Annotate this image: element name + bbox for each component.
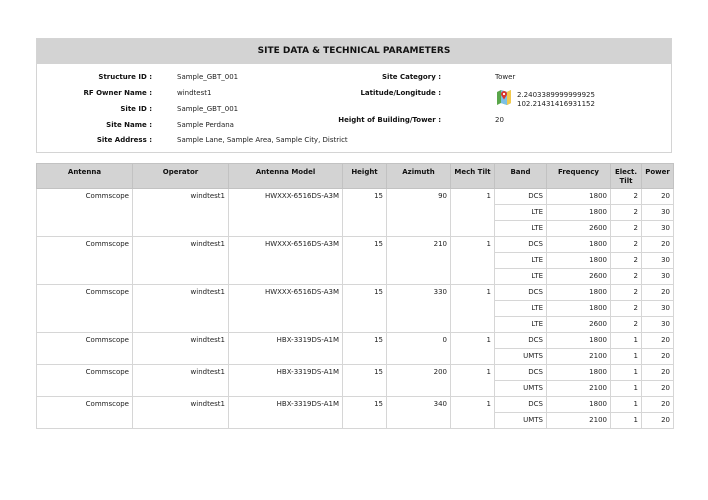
height-cell: 15 bbox=[343, 285, 387, 333]
height-value: 20 bbox=[495, 116, 504, 124]
power-cell: 30 bbox=[642, 221, 674, 237]
band-cell: LTE bbox=[495, 301, 547, 317]
mech-tilt-cell: 1 bbox=[451, 397, 495, 429]
frequency-cell: 1800 bbox=[547, 285, 611, 301]
antenna-cell: Commscope bbox=[37, 189, 133, 237]
power-cell: 20 bbox=[642, 285, 674, 301]
col-header: Height bbox=[343, 164, 387, 189]
frequency-cell: 1800 bbox=[547, 253, 611, 269]
operator-cell: windtest1 bbox=[133, 285, 229, 333]
band-cell: DCS bbox=[495, 237, 547, 253]
elect-tilt-cell: 2 bbox=[611, 253, 642, 269]
elect-tilt-cell: 1 bbox=[611, 333, 642, 349]
antenna-table-body bbox=[37, 189, 674, 429]
band-cell: DCS bbox=[495, 189, 547, 205]
azimuth-cell: 210 bbox=[387, 237, 451, 285]
band-cell: DCS bbox=[495, 285, 547, 301]
site-name-value: Sample Perdana bbox=[177, 121, 234, 129]
frequency-cell: 2600 bbox=[547, 221, 611, 237]
col-header: Frequency bbox=[547, 164, 611, 189]
col-header: Antenna bbox=[37, 164, 133, 189]
frequency-cell: 1800 bbox=[547, 237, 611, 253]
power-cell: 20 bbox=[642, 397, 674, 413]
antenna-model-cell: HBX-3319DS-A1M bbox=[229, 365, 343, 397]
site-address-value: Sample Lane, Sample Area, Sample City, District bbox=[177, 136, 348, 144]
power-cell: 30 bbox=[642, 269, 674, 285]
antenna-cell: Commscope bbox=[37, 397, 133, 429]
band-cell: UMTS bbox=[495, 381, 547, 397]
power-cell: 20 bbox=[642, 365, 674, 381]
elect-tilt-cell: 1 bbox=[611, 349, 642, 365]
col-header: Operator bbox=[133, 164, 229, 189]
elect-tilt-cell: 2 bbox=[611, 221, 642, 237]
mech-tilt-cell: 1 bbox=[451, 333, 495, 365]
band-cell: LTE bbox=[495, 205, 547, 221]
power-cell: 30 bbox=[642, 253, 674, 269]
rf-owner-value: windtest1 bbox=[177, 89, 212, 97]
mech-tilt-cell: 1 bbox=[451, 365, 495, 397]
band-cell: DCS bbox=[495, 365, 547, 381]
frequency-cell: 2100 bbox=[547, 349, 611, 365]
map-icon[interactable] bbox=[497, 89, 511, 105]
band-cell: LTE bbox=[495, 221, 547, 237]
azimuth-cell: 330 bbox=[387, 285, 451, 333]
band-cell: UMTS bbox=[495, 413, 547, 429]
power-cell: 20 bbox=[642, 349, 674, 365]
frequency-cell: 1800 bbox=[547, 189, 611, 205]
table-row bbox=[37, 189, 674, 205]
col-header: Antenna Model bbox=[229, 164, 343, 189]
azimuth-cell: 340 bbox=[387, 397, 451, 429]
longitude-value: 102.21431416931152 bbox=[517, 100, 595, 108]
frequency-cell: 1800 bbox=[547, 205, 611, 221]
elect-tilt-cell: 2 bbox=[611, 189, 642, 205]
table-row bbox=[37, 365, 674, 381]
elect-tilt-cell: 1 bbox=[611, 365, 642, 381]
power-cell: 30 bbox=[642, 301, 674, 317]
structure-id-value: Sample_GBT_001 bbox=[177, 73, 239, 81]
antenna-cell: Commscope bbox=[37, 365, 133, 397]
antenna-cell: Commscope bbox=[37, 333, 133, 365]
elect-tilt-cell: 2 bbox=[611, 301, 642, 317]
frequency-cell: 2600 bbox=[547, 317, 611, 333]
antenna-cell: Commscope bbox=[37, 237, 133, 285]
elect-tilt-cell: 2 bbox=[611, 317, 642, 333]
col-header: Band bbox=[495, 164, 547, 189]
power-cell: 20 bbox=[642, 381, 674, 397]
height-cell: 15 bbox=[343, 333, 387, 365]
frequency-cell: 1800 bbox=[547, 333, 611, 349]
height-cell: 15 bbox=[343, 397, 387, 429]
elect-tilt-cell: 2 bbox=[611, 205, 642, 221]
site-data-panel bbox=[36, 38, 672, 153]
height-label: Height of Building/Tower : bbox=[338, 116, 441, 124]
height-cell: 15 bbox=[343, 237, 387, 285]
structure-id-label: Structure ID : bbox=[98, 73, 152, 81]
antenna-model-cell: HBX-3319DS-A1M bbox=[229, 333, 343, 365]
elect-tilt-cell: 1 bbox=[611, 413, 642, 429]
operator-cell: windtest1 bbox=[133, 397, 229, 429]
operator-cell: windtest1 bbox=[133, 189, 229, 237]
elect-tilt-cell: 1 bbox=[611, 381, 642, 397]
table-header-row bbox=[37, 164, 674, 189]
col-header: Azimuth bbox=[387, 164, 451, 189]
rf-owner-label: RF Owner Name : bbox=[83, 89, 152, 97]
operator-cell: windtest1 bbox=[133, 365, 229, 397]
power-cell: 20 bbox=[642, 189, 674, 205]
frequency-cell: 1800 bbox=[547, 301, 611, 317]
elect-tilt-cell: 2 bbox=[611, 269, 642, 285]
site-id-value: Sample_GBT_001 bbox=[177, 105, 239, 113]
latlon-label: Latitude/Longitude : bbox=[360, 89, 441, 97]
antenna-model-cell: HWXXX-6516DS-A3M bbox=[229, 189, 343, 237]
power-cell: 30 bbox=[642, 205, 674, 221]
elect-tilt-cell: 1 bbox=[611, 397, 642, 413]
col-header: Power bbox=[642, 164, 674, 189]
operator-cell: windtest1 bbox=[133, 237, 229, 285]
panel-title: SITE DATA & TECHNICAL PARAMETERS bbox=[37, 39, 671, 64]
frequency-cell: 2100 bbox=[547, 381, 611, 397]
site-category-value: Tower bbox=[495, 73, 516, 81]
site-name-label: Site Name : bbox=[106, 121, 152, 129]
band-cell: LTE bbox=[495, 269, 547, 285]
site-category-label: Site Category : bbox=[382, 73, 441, 81]
frequency-cell: 1800 bbox=[547, 397, 611, 413]
band-cell: UMTS bbox=[495, 349, 547, 365]
col-header: Elect. Tilt bbox=[611, 164, 642, 189]
band-cell: LTE bbox=[495, 317, 547, 333]
latitude-value: 2.2403389999999925 bbox=[517, 91, 595, 99]
band-cell: DCS bbox=[495, 333, 547, 349]
frequency-cell: 2600 bbox=[547, 269, 611, 285]
azimuth-cell: 200 bbox=[387, 365, 451, 397]
table-row bbox=[37, 237, 674, 253]
elect-tilt-cell: 2 bbox=[611, 285, 642, 301]
mech-tilt-cell: 1 bbox=[451, 285, 495, 333]
antenna-model-cell: HWXXX-6516DS-A3M bbox=[229, 285, 343, 333]
power-cell: 20 bbox=[642, 237, 674, 253]
power-cell: 20 bbox=[642, 333, 674, 349]
table-row bbox=[37, 397, 674, 413]
table-row bbox=[37, 333, 674, 349]
antenna-cell: Commscope bbox=[37, 285, 133, 333]
site-address-label: Site Address : bbox=[96, 136, 152, 144]
antenna-model-cell: HBX-3319DS-A1M bbox=[229, 397, 343, 429]
antenna-model-cell: HWXXX-6516DS-A3M bbox=[229, 237, 343, 285]
mech-tilt-cell: 1 bbox=[451, 189, 495, 237]
antenna-table bbox=[36, 163, 674, 429]
mech-tilt-cell: 1 bbox=[451, 237, 495, 285]
band-cell: DCS bbox=[495, 397, 547, 413]
elect-tilt-cell: 2 bbox=[611, 237, 642, 253]
frequency-cell: 2100 bbox=[547, 413, 611, 429]
azimuth-cell: 0 bbox=[387, 333, 451, 365]
height-cell: 15 bbox=[343, 365, 387, 397]
power-cell: 30 bbox=[642, 317, 674, 333]
operator-cell: windtest1 bbox=[133, 333, 229, 365]
site-id-label: Site ID : bbox=[120, 105, 152, 113]
azimuth-cell: 90 bbox=[387, 189, 451, 237]
power-cell: 20 bbox=[642, 413, 674, 429]
table-row bbox=[37, 285, 674, 301]
col-header: Mech Tilt bbox=[451, 164, 495, 189]
band-cell: LTE bbox=[495, 253, 547, 269]
height-cell: 15 bbox=[343, 189, 387, 237]
frequency-cell: 1800 bbox=[547, 365, 611, 381]
